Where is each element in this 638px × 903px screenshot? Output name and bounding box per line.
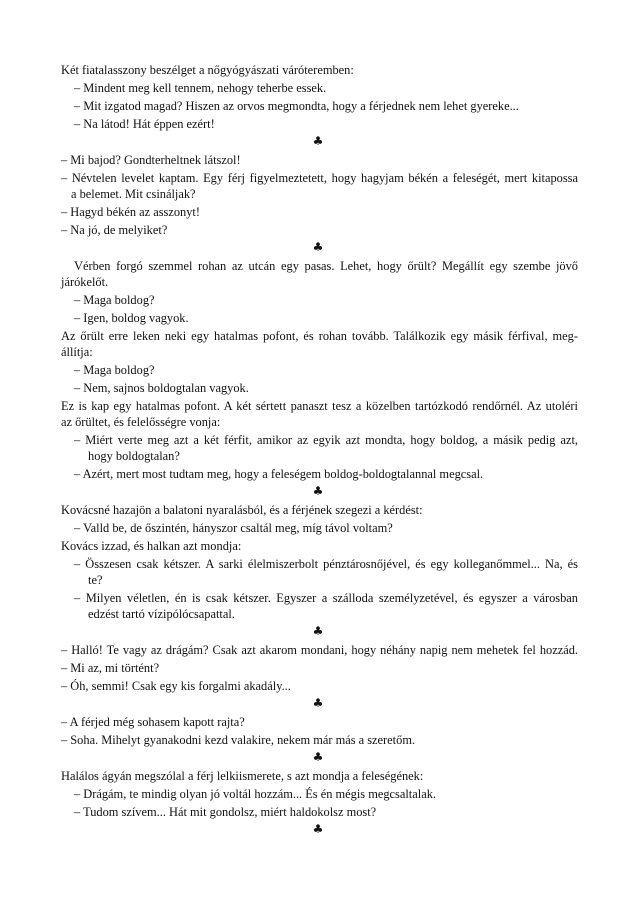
- text-line: Kovácsné hazajön a balatoni nyaralásból, és a férjének szegezi a kérdést:: [61, 503, 423, 517]
- text-line: edzést tartó vízipólócsapattal.: [88, 607, 235, 621]
- text-line: – Nem, sajnos boldogtalan vagyok.: [74, 381, 249, 395]
- text-line: az őrültet, és felelősségre vonja:: [61, 415, 221, 429]
- text-line: – A férjed még sohasem kapott rajta?: [61, 715, 245, 729]
- text-line: – Mit izgatod magad? Hiszen az orvos megmondta, hogy a férjednek nem lehet gyereke...: [74, 99, 519, 113]
- text-line: – Összesen csak kétszer. A sarki élelmiszerbolt pénztárosnőjével, és egy kolleganőmmel... Na, és: [74, 557, 578, 571]
- club-separator: ♣: [312, 240, 324, 254]
- text-line: – Na látod! Hát éppen ezért!: [74, 117, 215, 131]
- club-separator: ♣: [312, 484, 324, 498]
- text-line: – Drágám, te mindig olyan jó voltál hozzám... És én mégis megcsaltalak.: [74, 787, 436, 801]
- text-line: – Azért, mert most tudtam meg, hogy a feleségem boldog-boldogtalannal megcsal.: [74, 467, 484, 481]
- text-line: Vérben forgó szemmel rohan az utcán egy pasas. Lehet, hogy őrült? Megállít egy szembe jövő: [74, 259, 578, 273]
- text-line: Halálos ágyán megszólal a férj lelkiismerete, s azt mondja a feleségének:: [61, 769, 424, 783]
- text-line: a belemet. Mit csináljak?: [71, 187, 196, 201]
- text-line: – Na jó, de melyiket?: [61, 223, 168, 237]
- text-line: állítja:: [61, 345, 93, 359]
- club-separator: ♣: [312, 134, 324, 148]
- club-separator: ♣: [312, 624, 324, 638]
- text-line: – Miért verte meg azt a két férfit, amikor az egyik azt mondta, hogy boldog, a másik pedig azt,: [74, 433, 578, 447]
- text-line: Kovács izzad, és halkan azt mondja:: [61, 539, 242, 553]
- text-line: – Milyen véletlen, én is csak kétszer. Egyszer a szálloda személyzetével, és egyszer a városban: [74, 591, 578, 605]
- text-line: – Hagyd békén az asszonyt!: [61, 205, 201, 219]
- text-line: – Igen, boldog vagyok.: [74, 311, 189, 325]
- text-line: – Mindent meg kell tennem, nehogy teherbe essek.: [74, 81, 327, 95]
- club-separator: ♣: [312, 750, 324, 764]
- text-line: – Tudom szívem... Hát mit gondolsz, miért haldokolsz most?: [74, 805, 377, 819]
- text-line: hogy boldogtalan?: [88, 449, 180, 463]
- text-line: – Maga boldog?: [74, 363, 155, 377]
- club-separator: ♣: [312, 696, 324, 710]
- text-line: – Névtelen levelet kaptam. Egy férj figyelmeztetett, hogy hagyjam békén a feleségét, mert kitapossa: [61, 171, 578, 185]
- text-line: – Óh, semmi! Csak egy kis forgalmi akadály...: [61, 679, 291, 693]
- text-line: te?: [88, 573, 103, 587]
- text-line: Két fiatalasszony beszélget a nőgyógyászati váróteremben:: [61, 63, 354, 77]
- text-line: – Maga boldog?: [74, 293, 155, 307]
- club-separator: ♣: [312, 822, 324, 836]
- text-line: Az őrült erre leken neki egy hatalmas pofont, és rohan tovább. Találkozik egy másik férfival, meg-: [61, 329, 578, 343]
- text-line: – Mi az, mi történt?: [61, 661, 160, 675]
- text-line: – Soha. Mihelyt gyanakodni kezd valakire, nekem már más a szeretőm.: [61, 733, 416, 747]
- text-line: – Mi bajod? Gondterheltnek látszol!: [61, 153, 241, 167]
- text-line: – Valld be, de őszintén, hányszor csaltál meg, míg távol voltam?: [74, 521, 393, 535]
- text-line: – Halló! Te vagy az drágám? Csak azt akarom mondani, hogy néhány napig nem mehetek fel hozzád.: [61, 643, 578, 657]
- text-line: járókelőt.: [61, 275, 109, 289]
- text-line: Ez is kap egy hatalmas pofont. A két sértett panaszt tesz a közelben tartózkodó rendőrnél. Az utoléri: [61, 399, 578, 413]
